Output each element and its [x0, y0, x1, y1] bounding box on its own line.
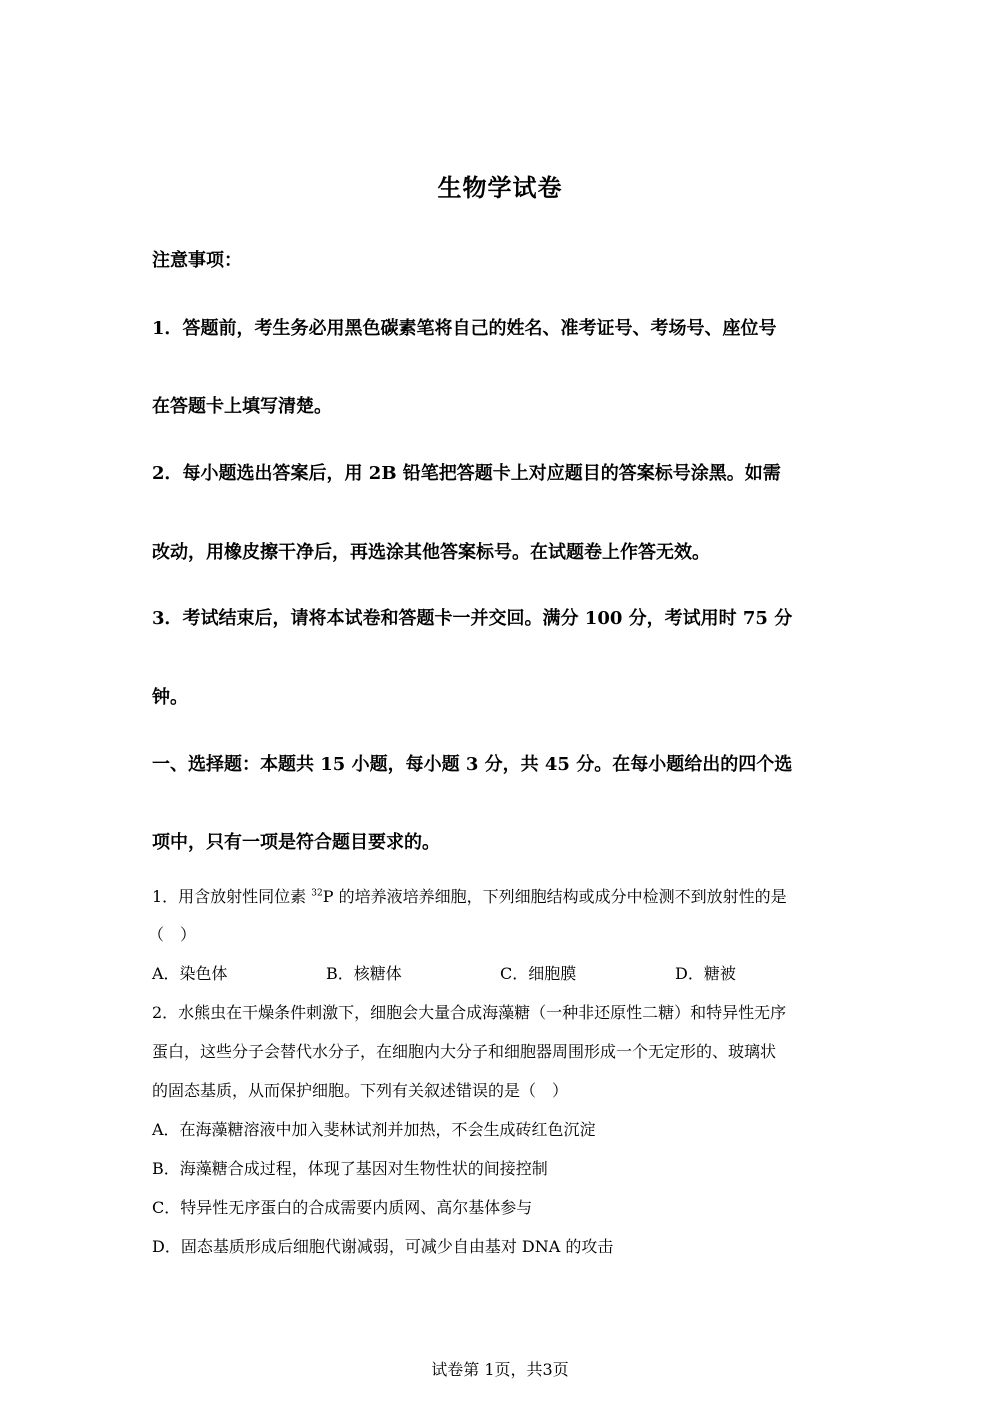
question-1-text-before: 1．用含放射性同位素: [152, 887, 312, 906]
section-1-heading-line-1: 一、选择题：本题共 15 小题，每小题 3 分，共 45 分。在每小题给出的四个选: [152, 754, 793, 775]
question-2-option-b: B．海藻糖合成过程，体现了基因对生物性状的间接控制: [152, 1159, 548, 1178]
question-2-line-2: 蛋白，这些分子会替代水分子，在细胞内大分子和细胞器周围形成一个无定形的、玻璃状: [152, 1042, 777, 1061]
question-2-option-c: C．特异性无序蛋白的合成需要内质网、高尔基体参与: [152, 1198, 533, 1217]
question-1-option-a: A．染色体: [152, 964, 228, 983]
question-1-bracket: （ ）: [148, 925, 197, 944]
question-1-text-after: P 的培养液培养细胞，下列细胞结构或成分中检测不到放射性的是: [322, 887, 787, 906]
notice-item-2-line-2: 改动，用橡皮擦干净后，再选涂其他答案标号。在试题卷上作答无效。: [152, 542, 710, 563]
page-footer: 试卷第 1页，共3页: [431, 1360, 569, 1379]
notice-item-3-line-1: 3．考试结束后，请将本试卷和答题卡一并交回。满分 100 分，考试用时 75 分: [152, 608, 793, 629]
notice-item-1-line-2: 在答题卡上填写清楚。: [152, 396, 332, 417]
notice-heading: 注意事项：: [152, 250, 242, 271]
question-2-line-1: 2．水熊虫在干燥条件刺激下，细胞会大量合成海藻糖（一种非还原性二糖）和特异性无序: [152, 1003, 787, 1022]
question-2-option-a: A．在海藻糖溶液中加入斐林试剂并加热，不会生成砖红色沉淀: [152, 1120, 596, 1139]
notice-item-3-line-2: 钟。: [152, 687, 188, 708]
question-1-option-c: C．细胞膜: [500, 964, 577, 983]
question-2-option-d: D．固态基质形成后细胞代谢减弱，可减少自由基对 DNA 的攻击: [152, 1237, 614, 1256]
section-1-heading-line-2: 项中，只有一项是符合题目要求的。: [152, 832, 440, 853]
notice-item-1-line-1: 1．答题前，考生务必用黑色碳素笔将自己的姓名、准考证号、考场号、座位号: [152, 318, 777, 339]
notice-item-2-line-1: 2．每小题选出答案后，用 2B 铅笔把答题卡上对应题目的答案标号涂黑。如需: [152, 463, 781, 484]
question-1-option-b: B．核糖体: [326, 964, 402, 983]
page-title: 生物学试卷: [437, 173, 563, 202]
question-1-stem: [152, 884, 787, 907]
question-1-superscript: 32: [311, 888, 323, 899]
question-2-line-3: 的固态基质，从而保护细胞。下列有关叙述错误的是（ ）: [152, 1081, 569, 1100]
question-1-option-d: D．糖被: [675, 964, 736, 983]
